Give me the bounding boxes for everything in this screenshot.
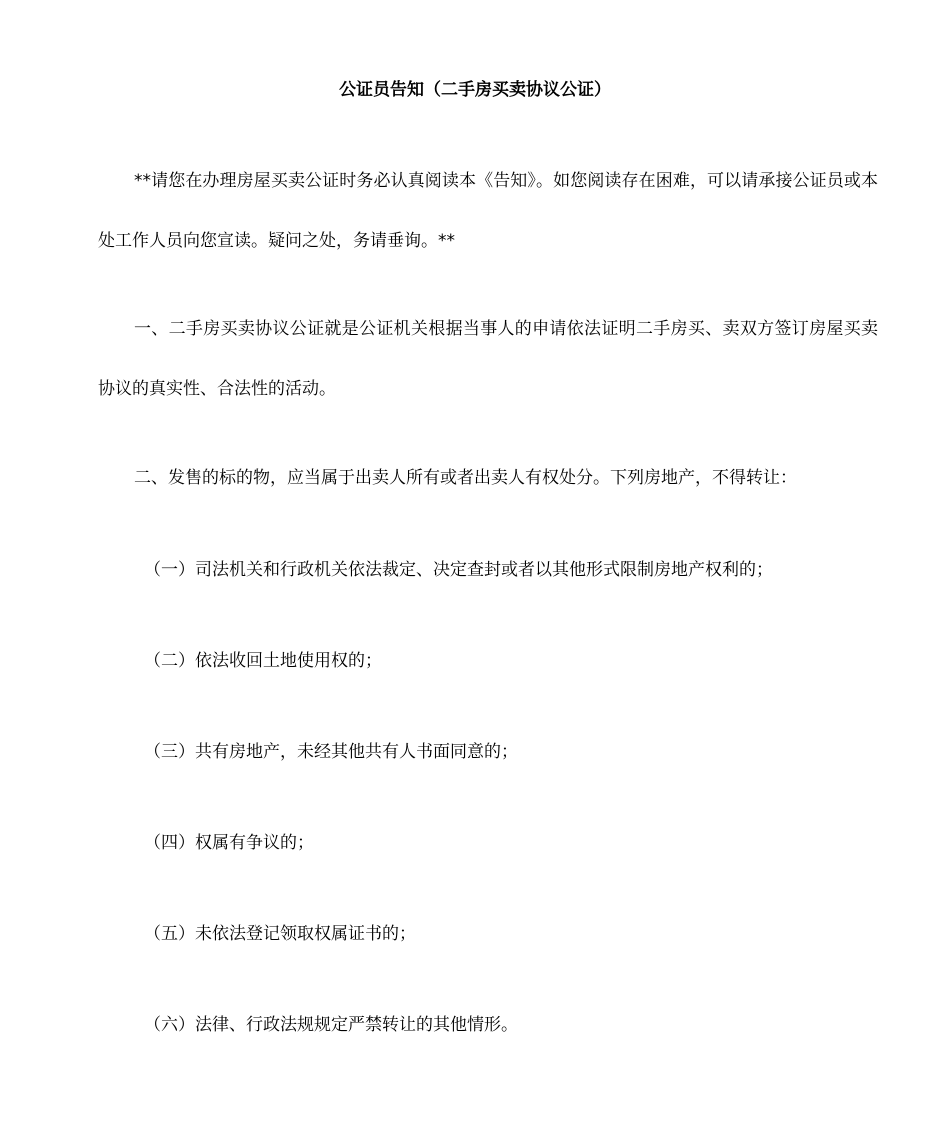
list-item: （二）依法收回土地使用权的；	[144, 651, 382, 671]
list-item: （一）司法机关和行政机关依法裁定、决定查封或者以其他形式限制房地产权利的；	[144, 560, 773, 580]
list-item: （六）法律、行政法规规定严禁转让的其他情形。	[144, 1015, 518, 1035]
section-1-paragraph: 一、二手房买卖协议公证就是公证机关根据当事人的申请依法证明二手房买、卖双方签订房屋买卖协议的真实性、合法性的活动。	[98, 319, 878, 399]
intro-paragraph: **请您在办理房屋买卖公证时务必认真阅读本《告知》。如您阅读存在困难，可以请承接公证员或本处工作人员向您宣读。疑问之处，务请垂询。**	[98, 171, 878, 251]
list-item: （四）权属有争议的；	[144, 833, 314, 853]
list-item: （三）共有房地产，未经其他共有人书面同意的；	[144, 742, 518, 762]
list-item: （五）未依法登记领取权属证书的；	[144, 924, 416, 944]
document-title: 公证员告知（二手房买卖协议公证）	[339, 80, 611, 100]
section-2-paragraph: 二、发售的标的物，应当属于出卖人所有或者出卖人有权处分。下列房地产，不得转让：	[134, 468, 797, 488]
